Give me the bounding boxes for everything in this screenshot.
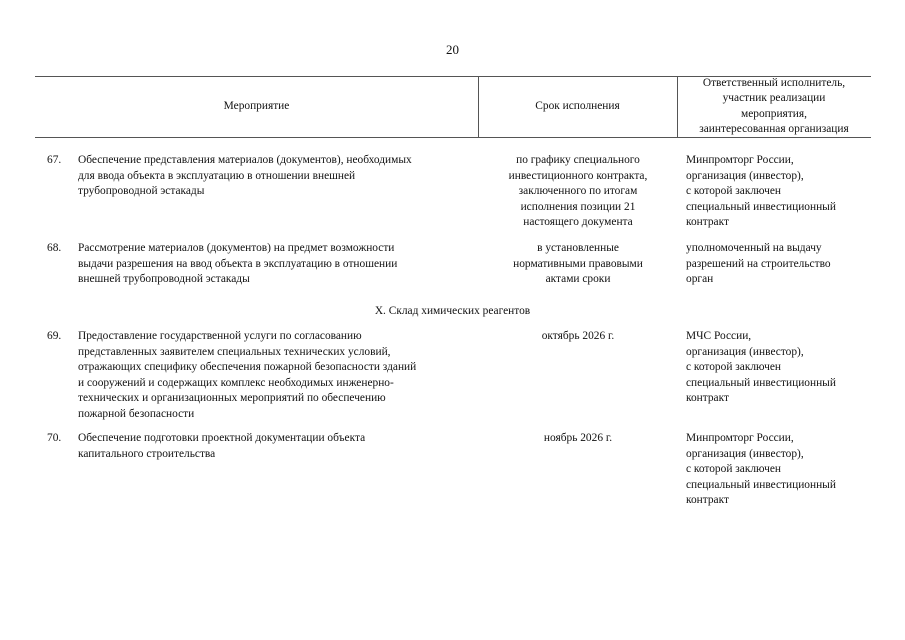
- row-responsible: Минпромторг России, организация (инвестор), с которой заключен специальный инвестиционный контракт: [686, 432, 836, 506]
- header-bottom-rule: [35, 137, 871, 138]
- row-deadline: ноябрь 2026 г.: [543, 432, 613, 444]
- row-activity: Обеспечение подготовки проектной документации объекта капитального строительства: [78, 432, 366, 460]
- row-number: 68.: [47, 242, 62, 254]
- row-deadline: по графику специального инвестиционного контракта, заключенного по итогам исполнения позиции 21 настоящего документа: [508, 154, 648, 228]
- row-activity: Обеспечение представления материалов (документов), необходимых для ввода объекта в эксплуатацию в отношении внешней трубопроводной эстакады: [78, 154, 412, 197]
- row-number: 67.: [47, 154, 62, 166]
- row-responsible: Минпромторг России, организация (инвестор), с которой заключен специальный инвестиционный контракт: [686, 154, 836, 228]
- header-activity: Мероприятие: [223, 99, 290, 112]
- header-responsible: Ответственный исполнитель, участник реализации мероприятия, заинтересованная организация: [699, 76, 849, 135]
- header-deadline: Срок исполнения: [535, 99, 620, 112]
- page-number: 20: [446, 42, 459, 57]
- row-responsible: МЧС России, организация (инвестор), с которой заключен специальный инвестиционный контракт: [686, 330, 836, 404]
- row-activity: Предоставление государственной услуги по согласованию представленных заявителем специальных технических условий, отражающих специфику обеспечения пожарной безопасности зданий и сооружений и содержащих комплекс необходимых инженерно- технических и организационных мероприятий по обеспечению пожарной безопасности: [78, 330, 417, 420]
- row-number: 69.: [47, 330, 62, 342]
- row-deadline: октябрь 2026 г.: [541, 330, 615, 342]
- row-activity: Рассмотрение материалов (документов) на предмет возможности выдачи разрешения на ввод объекта в эксплуатацию в отношении внешней трубопроводной эстакады: [78, 242, 398, 285]
- row-deadline: в установленные нормативными правовыми актами сроки: [513, 242, 643, 285]
- section-title: X. Склад химических реагентов: [374, 305, 531, 317]
- row-responsible: уполномоченный на выдачу разрешений на строительство орган: [686, 242, 831, 285]
- row-number: 70.: [47, 432, 62, 444]
